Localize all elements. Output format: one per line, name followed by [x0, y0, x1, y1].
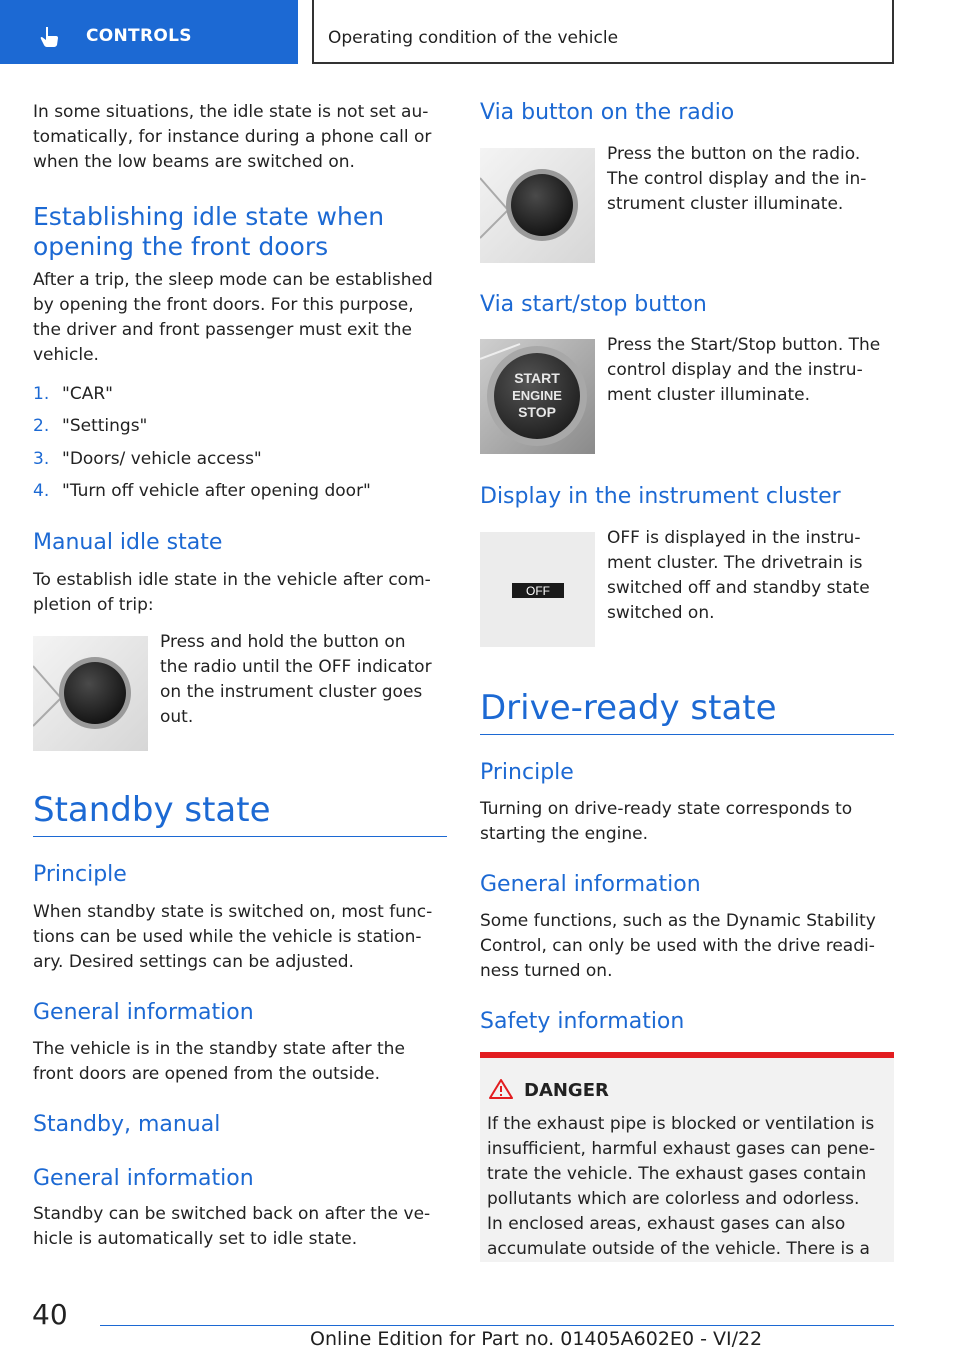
- step-number: 2.: [33, 416, 50, 436]
- drive-general-paragraph: [480, 909, 876, 984]
- principle-paragraph: [33, 900, 432, 975]
- text-line: OFF is displayed in the instru-: [607, 528, 861, 548]
- text-line: hicle is automatically set to idle state.: [33, 1229, 358, 1249]
- text-line: ary. Desired settings can be adjusted.: [33, 952, 354, 972]
- chapter-title: Operating condition of the vehicle: [328, 28, 619, 48]
- text-line: control display and the instru-: [607, 360, 863, 380]
- drive-general-heading: General information: [480, 872, 701, 897]
- text-line: tions can be used while the vehicle is station-: [33, 927, 422, 947]
- standby-heading: Standby state: [33, 790, 271, 830]
- section-divider: [33, 836, 447, 837]
- button-text: START: [514, 370, 560, 386]
- text-line: Some functions, such as the Dynamic Stability: [480, 911, 876, 931]
- establish-heading: [33, 202, 384, 262]
- general-info-heading: General information: [33, 1000, 254, 1025]
- cluster-heading: Display in the instrument cluster: [480, 484, 841, 509]
- principle-heading: Principle: [33, 862, 127, 887]
- manual-image-caption: [160, 630, 432, 730]
- text-line: by opening the front doors. For this purpose,: [33, 295, 414, 315]
- section-tab: [0, 0, 298, 64]
- page-header: [312, 0, 894, 64]
- heading-line: Establishing idle state when: [33, 202, 385, 231]
- text-line: ness turned on.: [480, 961, 613, 981]
- danger-title: DANGER: [524, 1080, 609, 1101]
- hand-pointer-icon: [38, 26, 60, 48]
- step-number: 3.: [33, 449, 50, 469]
- text-line: In some situations, the idle state is not set au-: [33, 102, 429, 122]
- step-number: 1.: [33, 384, 50, 404]
- standby-general-heading: General information: [33, 1166, 254, 1191]
- page-number: 40: [32, 1298, 68, 1331]
- text-line: out.: [160, 707, 194, 727]
- text-line: To establish idle state in the vehicle after com-: [33, 570, 431, 590]
- edition-info: Online Edition for Part no. 01405A602E0 - VI/22: [310, 1328, 763, 1350]
- cluster-off-image: [480, 532, 595, 647]
- text-line: when the low beams are switched on.: [33, 152, 355, 172]
- text-line: When standby state is switched on, most func-: [33, 902, 433, 922]
- text-line: Standby can be switched back on after the ve-: [33, 1204, 431, 1224]
- text-line: Press and hold the button on: [160, 632, 406, 652]
- radio-button-image: [480, 148, 595, 263]
- text-line: starting the engine.: [480, 824, 648, 844]
- section-label: CONTROLS: [86, 26, 192, 46]
- radio-heading: Via button on the radio: [480, 100, 735, 125]
- section-divider: [480, 734, 894, 735]
- text-line: the driver and front passenger must exit the: [33, 320, 412, 340]
- radio-button-image: [33, 636, 148, 751]
- general-info-paragraph: [33, 1037, 405, 1087]
- text-line: ment cluster illuminate.: [607, 385, 811, 405]
- text-line: After a trip, the sleep mode can be established: [33, 270, 433, 290]
- step-text: "Turn off vehicle after opening door": [62, 481, 371, 501]
- footer-divider: [100, 1325, 894, 1326]
- text-line: accumulate outside of the vehicle. There is a: [487, 1239, 870, 1259]
- establish-paragraph: [33, 268, 433, 368]
- danger-paragraph: [487, 1112, 892, 1262]
- radio-paragraph: [607, 142, 866, 217]
- start-stop-button-image: [480, 339, 595, 454]
- text-line: Press the button on the radio.: [607, 144, 861, 164]
- text-line: the radio until the OFF indicator: [160, 657, 432, 677]
- step-text: "CAR": [62, 384, 113, 404]
- manual-idle-paragraph: [33, 568, 431, 618]
- text-line: Turning on drive-ready state corresponds to: [480, 799, 853, 819]
- manual-idle-heading: Manual idle state: [33, 530, 223, 555]
- standby-manual-heading: Standby, manual: [33, 1112, 221, 1137]
- text-line: ment cluster. The drivetrain is: [607, 553, 863, 573]
- text-line: vehicle.: [33, 345, 99, 365]
- button-text: ENGINE: [512, 388, 562, 403]
- text-line: on the instrument cluster goes: [160, 682, 423, 702]
- warning-triangle-icon: [488, 1078, 514, 1100]
- step-number: 4.: [33, 481, 50, 501]
- text-line: pletion of trip:: [33, 595, 154, 615]
- standby-general-paragraph: [33, 1202, 430, 1252]
- text-line: Control, can only be used with the drive readi-: [480, 936, 875, 956]
- step-text: "Doors/ vehicle access": [62, 449, 262, 469]
- text-line: Press the Start/Stop button. The: [607, 335, 881, 355]
- text-line: The control display and the in-: [607, 169, 867, 189]
- startstop-paragraph: [607, 333, 880, 408]
- text-line: front doors are opened from the outside.: [33, 1064, 381, 1084]
- text-line: If the exhaust pipe is blocked or ventilation is: [487, 1114, 875, 1134]
- cluster-paragraph: [607, 526, 870, 626]
- startstop-heading: Via start/stop button: [480, 292, 707, 317]
- text-line: In enclosed areas, exhaust gases can also: [487, 1214, 846, 1234]
- safety-heading: Safety information: [480, 1009, 685, 1034]
- button-text: STOP: [518, 404, 556, 420]
- text-line: trate the vehicle. The exhaust gases contain: [487, 1164, 867, 1184]
- intro-paragraph: [33, 100, 431, 175]
- drive-principle-heading: Principle: [480, 760, 574, 785]
- drive-principle-paragraph: [480, 797, 852, 847]
- text-line: switched on.: [607, 603, 715, 623]
- drive-ready-heading: Drive-ready state: [480, 688, 777, 728]
- text-line: strument cluster illuminate.: [607, 194, 844, 214]
- off-indicator: OFF: [526, 584, 550, 598]
- heading-line: opening the front doors: [33, 232, 329, 261]
- text-line: insufficient, harmful exhaust gases can pene-: [487, 1139, 876, 1159]
- text-line: pollutants which are colorless and odorless.: [487, 1189, 860, 1209]
- step-text: "Settings": [62, 416, 148, 436]
- text-line: switched off and standby state: [607, 578, 870, 598]
- text-line: tomatically, for instance during a phone call or: [33, 127, 432, 147]
- text-line: The vehicle is in the standby state after the: [33, 1039, 405, 1059]
